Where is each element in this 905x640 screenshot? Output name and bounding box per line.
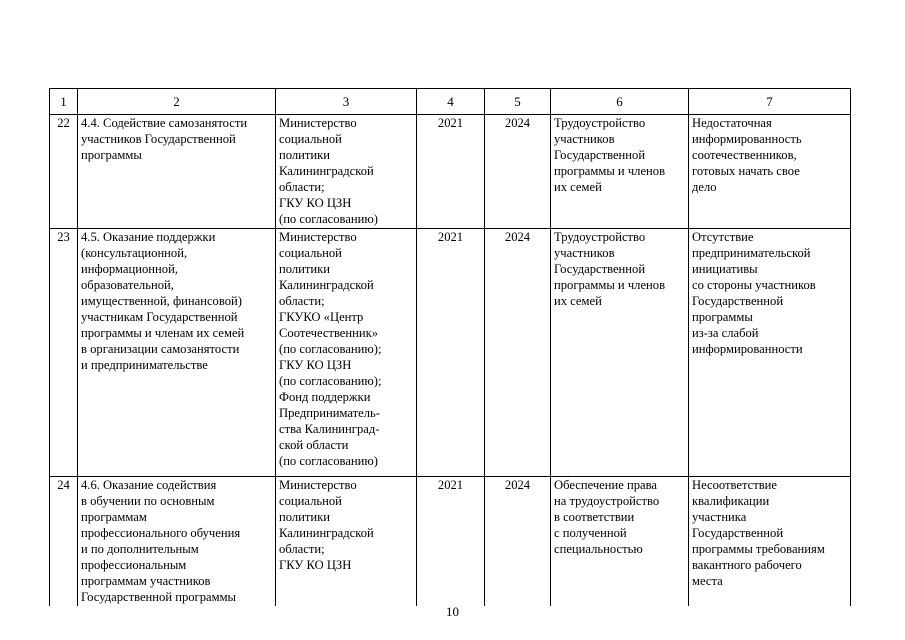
table-row	[50, 477, 851, 607]
executor-cell: Министерство социальной политики Калининградской области; ГКУ КО ЦЗН	[276, 477, 417, 607]
executor-cell: Министерство социальной политики Калининградской области; ГКУ КО ЦЗН (по согласованию)	[276, 115, 417, 229]
table-header-row	[50, 89, 851, 115]
result-cell: Трудоустройство участников Государственной программы и членов их семей	[551, 229, 689, 477]
document-table	[49, 88, 851, 606]
event-cell: 4.5. Оказание поддержки (консультационной, информационной, образовательной, имущественной, финансовой) участникам Государственной программы и членам их семей в организации самозанятости и предпринимательстве	[78, 229, 276, 477]
risk-cell: Недостаточная информированность соотечественников, готовых начать свое дело	[689, 115, 851, 229]
row-number: 24	[50, 477, 78, 607]
row-number: 22	[50, 115, 78, 229]
page-number: 10	[446, 604, 459, 619]
header-col-7: 7	[689, 89, 851, 115]
header-col-4: 4	[417, 89, 485, 115]
executor-cell: Министерство социальной политики Калининградской области; ГКУКО «Центр Соотечественник» (по согласованию); ГКУ КО ЦЗН (по согласованию); Фонд поддержки Предприниматель- ства Калининград- ской области (по согласованию)	[276, 229, 417, 477]
end-year-cell: 2024	[485, 477, 551, 607]
risk-cell: Отсутствие предпринимательской инициативы со стороны участников Государственной программы из-за слабой информированности	[689, 229, 851, 477]
table-row	[50, 115, 851, 229]
event-cell: 4.4. Содействие самозанятости участников Государственной программы	[78, 115, 276, 229]
start-year-cell: 2021	[417, 477, 485, 607]
header-col-5: 5	[485, 89, 551, 115]
header-col-3: 3	[276, 89, 417, 115]
risk-cell: Несоответствие квалификации участника Государственной программы требованиям вакантного рабочего места	[689, 477, 851, 607]
header-col-6: 6	[551, 89, 689, 115]
start-year-cell: 2021	[417, 115, 485, 229]
end-year-cell: 2024	[485, 115, 551, 229]
end-year-cell: 2024	[485, 229, 551, 477]
header-col-1: 1	[50, 89, 78, 115]
result-cell: Трудоустройство участников Государственной программы и членов их семей	[551, 115, 689, 229]
event-cell: 4.6. Оказание содействия в обучении по основным программам профессионального обучения и по дополнительным профессиональным программам участников Государственной программы	[78, 477, 276, 607]
header-col-2: 2	[78, 89, 276, 115]
row-number: 23	[50, 229, 78, 477]
start-year-cell: 2021	[417, 229, 485, 477]
result-cell: Обеспечение права на трудоустройство в соответствии с полученной специальностью	[551, 477, 689, 607]
table-row	[50, 229, 851, 477]
